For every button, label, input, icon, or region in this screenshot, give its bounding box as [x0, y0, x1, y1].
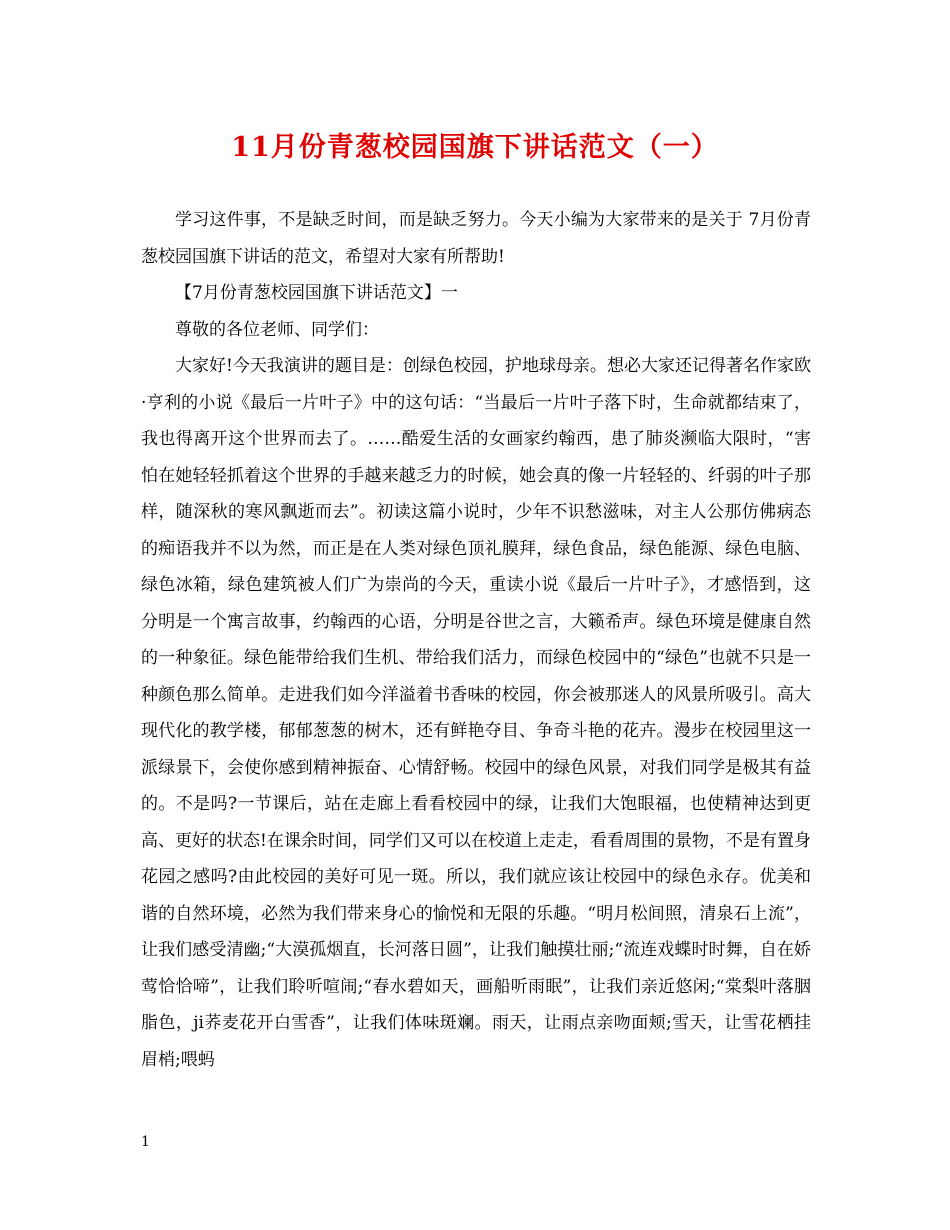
paragraph-speech: 大家好!今天我演讲的题目是：创绿色校园，护地球母亲。想必大家还记得著名作家欧·亨利的小说《最后一片叶子》中的这句话：“当最后一片叶子落下时，生命就都结束了，我也得离开这个世界而去了。……酷爱生活的女画家约翰西，患了肺炎濒临大限时，“害怕在她轻轻抓着这个世界的手越来越乏力的时候，她会真的像一片轻轻的、纤弱的叶子那样，随深秋的寒风飘逝而去”。初读这篇小说时，少年不识愁滋味，对主人公那仿佛病态的痴语我并不以为然，而正是在人类对绿色顶礼膜拜，绿色食品，绿色能源、绿色电脑、绿色冰箱，绿色建筑被人们广为崇尚的今天，重读小说《最后一片叶子》，才感悟到，这分明是一个寓言故事，约翰西的心语，分明是谷世之言，大籁希声。绿色环境是健康自然的一种象征。绿色能带给我们生机、带给我们活力，而绿色校园中的“绿色”也就不只是一种颜色那么简单。走进我们如今洋溢着书香味的校园，你会被那迷人的风景所吸引。高大现代化的教学楼，郁郁葱葱的树木，还有鲜艳夺目、争奇斗艳的花卉。漫步在校园里这一派绿景下，会使你感到精神振奋、心情舒畅。校园中的绿色风景，对我们同学是极其有益的。不是吗?一节课后，站在走廊上看看校园中的绿，让我们大饱眼福，也使精神达到更高、更好的状态!在课余时间，同学们又可以在校道上走走，看看周围的景物，不是有置身花园之感吗?由此校园的美好可见一斑。所以，我们就应该让校园中的绿色永存。优美和谐的自然环境，必然为我们带来身心的愉悦和无限的乐趣。“明月松间照，清泉石上流”，让我们感受清幽;“大漠孤烟直，长河落日圆”，让我们触摸壮丽;“流连戏蝶时时舞，自在娇莺恰恰啼”，让我们聆听喧闹;“春水碧如天，画船听雨眠”，让我们亲近悠闲;“棠梨叶落胭脂色，ji荞麦花开白雪香”，让我们体味斑斓。雨天，让雨点亲吻面颊;雪天，让雪花栖挂眉梢;喂蚂 — [141, 356, 811, 1070]
document-title: 11月份青葱校园国旗下讲话范文（一） — [231, 132, 719, 163]
page-number: 1 — [141, 1134, 150, 1150]
document-body — [141, 202, 811, 1078]
paragraph-intro: 学习这件事，不是缺乏时间，而是缺乏努力。今天小编为大家带来的是关于 7月份青葱校园国旗下讲话的范文，希望对大家有所帮助! — [141, 210, 811, 267]
paragraph-heading: 【7月份青葱校园国旗下讲话范文】一 — [175, 283, 458, 303]
paragraph-salutation: 尊敬的各位老师、同学们： — [175, 319, 379, 340]
